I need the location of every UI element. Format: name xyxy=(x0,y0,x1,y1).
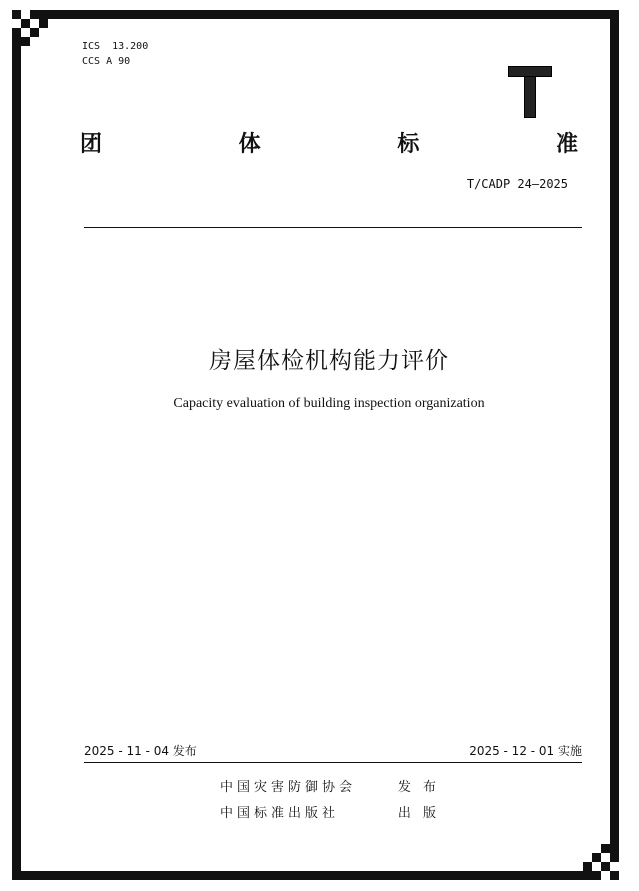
ccs-code: CCS A 90 xyxy=(82,56,131,67)
classification-codes xyxy=(82,39,148,69)
implementation-date: 2025 - 12 - 01 实施 xyxy=(469,744,582,758)
standard-type-heading xyxy=(80,125,578,159)
standard-type-char: 体 xyxy=(238,131,261,157)
standard-code: T/CADP 24—2025 xyxy=(466,177,568,191)
ics-code: ICS 13.200 xyxy=(82,41,149,52)
standard-type-char: 标 xyxy=(397,131,420,157)
publisher-org: 中国灾害防御协会 xyxy=(220,780,357,795)
standard-t-logo xyxy=(508,66,552,118)
publisher-row xyxy=(220,776,440,795)
header-divider xyxy=(84,227,582,228)
title-english: Capacity evaluation of building inspection organization xyxy=(173,396,485,411)
standard-type-char: 准 xyxy=(555,131,578,157)
footer-divider xyxy=(84,762,582,763)
publisher-row xyxy=(220,802,440,821)
publisher-action: 发 布 xyxy=(397,780,440,795)
publisher-action: 出 版 xyxy=(397,806,440,821)
title-chinese: 房屋体检机构能力评价 xyxy=(209,348,449,374)
release-date: 2025 - 11 - 04 发布 xyxy=(84,744,197,758)
standard-type-char: 团 xyxy=(80,131,103,157)
publisher-org: 中国标准出版社 xyxy=(220,806,340,821)
